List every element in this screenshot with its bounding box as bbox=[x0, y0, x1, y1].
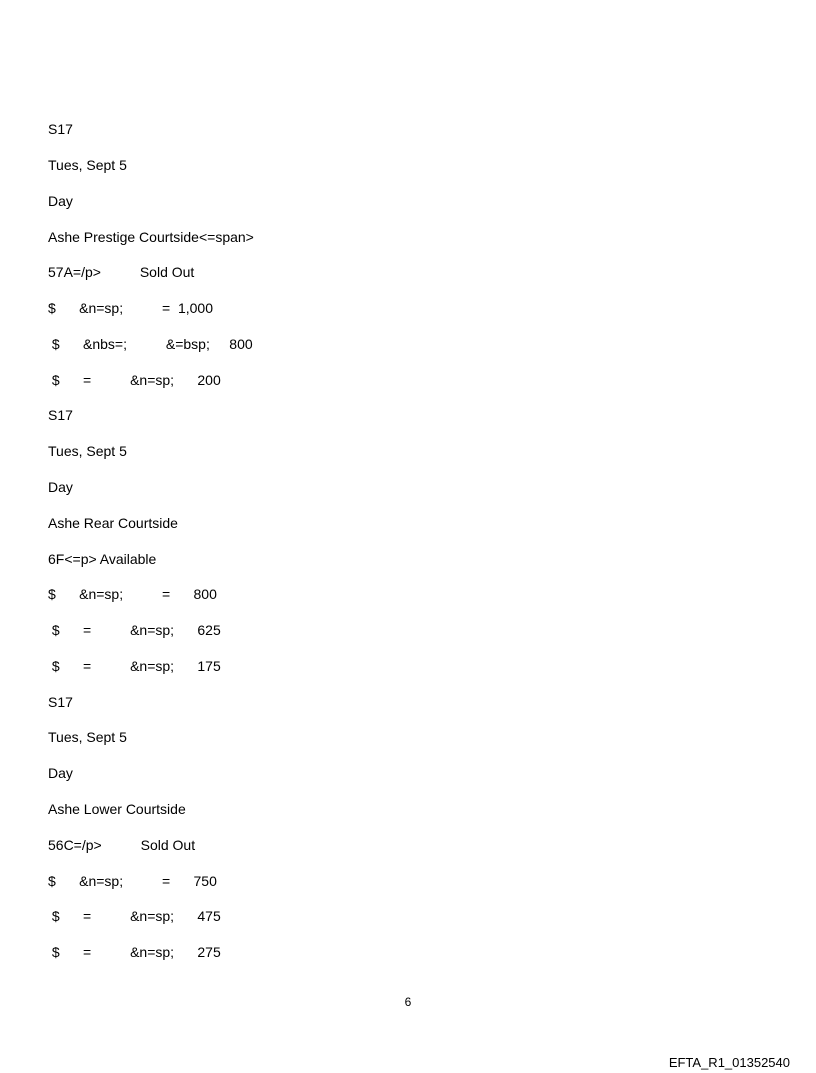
text-line: 6F<=p> Available bbox=[48, 551, 157, 567]
text-line: Tues, Sept 5 bbox=[48, 729, 127, 745]
text-line: $ &nbs=; &=bsp; 800 bbox=[48, 336, 253, 352]
document-id: EFTA_R1_01352540 bbox=[668, 1055, 790, 1070]
text-line: S17 bbox=[48, 407, 73, 423]
text-line: Ashe Lower Courtside bbox=[48, 801, 186, 817]
text-line: $ = &n=sp; 475 bbox=[48, 908, 221, 924]
text-line: Tues, Sept 5 bbox=[48, 443, 127, 459]
text-line: Day bbox=[48, 765, 73, 781]
text-line: Day bbox=[48, 193, 73, 209]
page-number: 6 bbox=[404, 995, 412, 1009]
text-line: S17 bbox=[48, 694, 73, 710]
text-line: Ashe Rear Courtside bbox=[48, 515, 178, 531]
text-line: 56C=/p> Sold Out bbox=[48, 837, 196, 853]
text-line: Day bbox=[48, 479, 73, 495]
text-line: $ = &n=sp; 200 bbox=[48, 372, 221, 388]
text-line: Tues, Sept 5 bbox=[48, 157, 127, 173]
text-line: 57A=/p> Sold Out bbox=[48, 264, 195, 280]
text-line: $ &n=sp; = 1,000 bbox=[48, 300, 213, 316]
text-line: $ &n=sp; = 750 bbox=[48, 873, 217, 889]
text-line: Ashe Prestige Courtside<=span> bbox=[48, 229, 254, 245]
text-line: S17 bbox=[48, 121, 73, 137]
text-line: $ &n=sp; = 800 bbox=[48, 586, 217, 602]
text-line: $ = &n=sp; 175 bbox=[48, 658, 221, 674]
text-line: $ = &n=sp; 275 bbox=[48, 944, 221, 960]
text-line: $ = &n=sp; 625 bbox=[48, 622, 221, 638]
